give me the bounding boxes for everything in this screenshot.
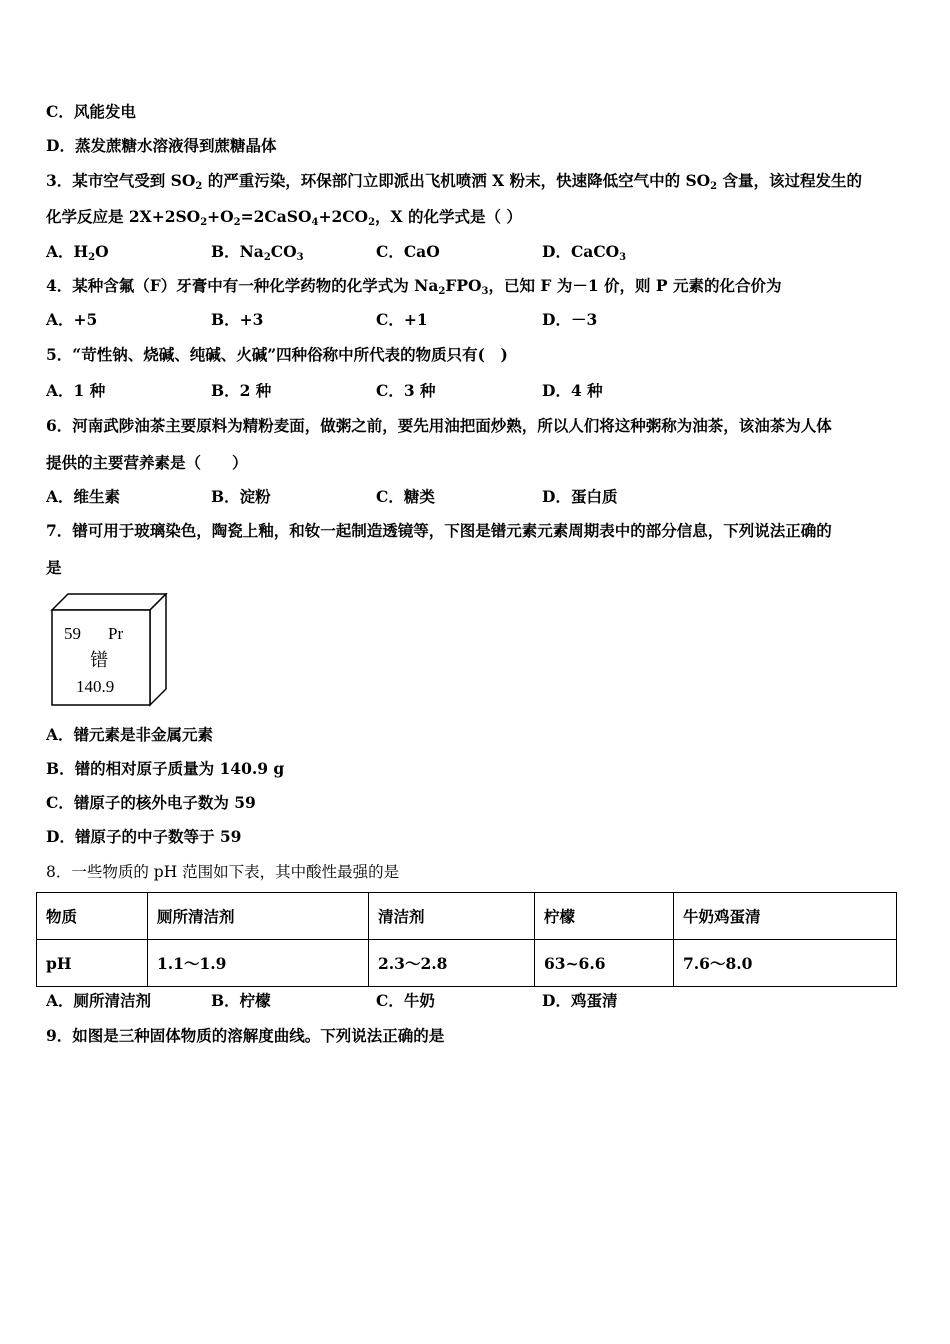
table-row [37,893,897,940]
question-7-line2: 是 [46,558,62,577]
q4-option-d: D．－3 [542,310,598,329]
q6-option-a: A．维生素 [46,487,121,506]
option-d-evaporate-sugar: D．蒸发蔗糖水溶液得到蔗糖晶体 [46,136,277,155]
q7-option-d: D．镨原子的中子数等于 59 [46,827,242,846]
question-4: 4．某种含氟（F）牙膏中有一种化学药物的化学式为 $Na_2FPO_3$，已知 F 为－1 价，则 P 元素的化合价为 [46,276,782,297]
element-tile-graphic [50,593,168,707]
question-3-line1: 3．某市空气受到 $SO_2$ 的严重污染，环保部门立即派出飞机喷洒 X 粉末，快速降低空气中的 $SO_2$ 含量，该过程发生的 [46,171,863,192]
q5-option-d: D．4 种 [542,381,603,400]
q4-option-b: B．+3 [211,310,264,329]
table-cell: pH [37,940,148,987]
table-cell: 1.1～1.9 [148,940,369,987]
question-7-line1: 7．镨可用于玻璃染色，陶瓷上釉，和钕一起制造透镜等，下图是镨元素元素周期表中的部分信息，下列说法正确的 [46,521,832,540]
question-3-line2: 化学反应是 $2X+2SO_2+O_2=2CaSO_4+2CO_2$，X 的化学式是（ ） [46,207,522,228]
q8-option-b: B．柠檬 [211,991,271,1010]
element-symbol: Pr [108,624,124,643]
q5-option-c: C．3 种 [376,381,436,400]
question-6-line1: 6．河南武陟油茶主要原料为精粉麦面，做粥之前，要先用油把面炒熟，所以人们将这种粥称为油茶，该油茶为人体 [46,416,832,435]
q8-option-a: A．厕所清洁剂 [46,991,152,1010]
q3-option-b: B．$Na_2CO_3$ [211,242,304,263]
q8-option-c: C．牛奶 [376,991,435,1010]
q6-option-d: D．蛋白质 [542,487,618,506]
q7-option-c: C．镨原子的核外电子数为 59 [46,793,256,812]
element-atomic-mass: 140.9 [76,677,115,696]
table-cell: 2.3～2.8 [369,940,535,987]
q3-option-a: A．$H_2O$ [46,242,109,263]
question-8: 8．一些物质的 pH 范围如下表，其中酸性最强的是 [46,863,400,881]
question-5: 5．“苛性钠、烧碱、纯碱、火碱”四种俗称中所代表的物质只有( ) [46,345,508,364]
q4-option-c: C．+1 [376,310,428,329]
table-cell: 63~6.6 [535,940,674,987]
ph-table [36,892,897,987]
table-cell: 柠檬 [535,893,674,940]
q6-option-c: C．糖类 [376,487,435,506]
table-cell: 牛奶鸡蛋清 [674,893,897,940]
element-atomic-number: 59 [64,624,81,643]
option-c-wind-power: C．风能发电 [46,102,136,121]
q7-option-a: A．镨元素是非金属元素 [46,725,214,744]
table-cell: 物质 [37,893,148,940]
q3-option-c: C．CaO [376,242,440,261]
q5-option-b: B．2 种 [211,381,272,400]
q3-option-d: D．CaCO$_3$ [542,242,627,263]
table-cell: 厕所清洁剂 [148,893,369,940]
q4-option-a: A．+5 [46,310,98,329]
q7-option-b: B．镨的相对原子质量为 140.9 g [46,759,285,778]
table-cell: 清洁剂 [369,893,535,940]
table-row [37,940,897,987]
question-9: 9．如图是三种固体物质的溶解度曲线。下列说法正确的是 [46,1026,445,1045]
q6-option-b: B．淀粉 [211,487,271,506]
element-tile-praseodymium [50,593,168,707]
q8-option-d: D．鸡蛋清 [542,991,618,1010]
table-cell: 7.6～8.0 [674,940,897,987]
element-name: 镨 [90,650,108,671]
q5-option-a: A．1 种 [46,381,106,400]
question-6-line2: 提供的主要营养素是（ ） [46,453,248,472]
